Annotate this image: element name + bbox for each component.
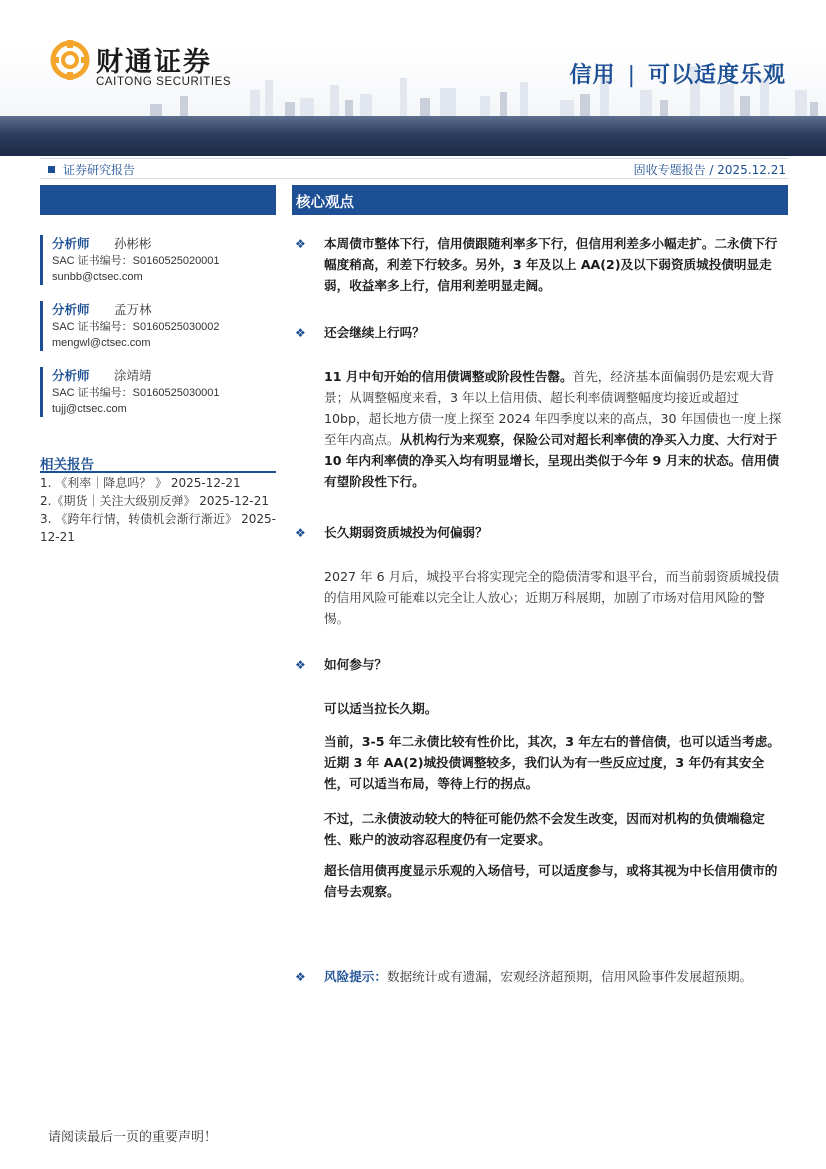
summary-paragraph bbox=[324, 233, 786, 296]
report-title bbox=[570, 58, 786, 89]
signal-paragraph bbox=[324, 860, 786, 902]
diamond-bullet-icon: ❖ bbox=[295, 237, 306, 251]
strategy-text: 当前，3-5 年二永债比较有性价比，其次，3 年左右的普信债，也可以适当考虑。近期 3 年 AA(2)城投债调整较多，我们认为有一些反应过度，3 年仍有其安全性，可以适当布局，等待上行的拐点。 bbox=[324, 734, 780, 791]
report-type-date: 固收专题报告 / 2025.12.21 bbox=[633, 163, 786, 177]
caitong-logo-icon bbox=[50, 38, 90, 82]
analyst-email: tujj@ctsec.com bbox=[52, 403, 127, 415]
question-heading: 还会继续上行吗？ bbox=[324, 325, 425, 340]
report-title-topic: 信用 bbox=[569, 63, 616, 88]
brand-name-cn: 财通证券 bbox=[96, 47, 212, 78]
related-report-link[interactable]: 3. 《跨年行情，转债机会渐行渐近》 2025-12-21 bbox=[40, 512, 276, 544]
caution-paragraph bbox=[324, 808, 786, 850]
diamond-bullet-icon: ❖ bbox=[295, 526, 306, 540]
risk-warning bbox=[324, 966, 786, 987]
analyst-cert: SAC 证书编号：S0160525030002 bbox=[52, 321, 220, 333]
analysis-bold-lead: 11 月中旬开始的信用债调整或阶段性告罄。 bbox=[324, 369, 573, 384]
diamond-bullet-icon: ❖ bbox=[295, 326, 306, 340]
analyst-email: sunbb@ctsec.com bbox=[52, 271, 143, 283]
analyst-card bbox=[40, 301, 276, 351]
analyst-role: 分析师 bbox=[52, 236, 90, 251]
core-view-title: 核心观点 bbox=[296, 195, 354, 211]
analyst-cert: SAC 证书编号：S0160525020001 bbox=[52, 255, 220, 267]
analyst-card bbox=[40, 367, 276, 417]
city-night-band bbox=[0, 116, 826, 156]
analysis-paragraph bbox=[324, 366, 786, 492]
diamond-bullet-icon: ❖ bbox=[295, 970, 306, 984]
related-reports-list bbox=[40, 474, 276, 546]
chengtou-paragraph: 2027 年 6 月后，城投平台将实现完全的隐债清零和退平台，而当前弱资质城投债的信用风险可能难以完全让人放心；近期万科展期，加剧了市场对信用风险的警惕。 bbox=[324, 569, 780, 626]
summary-text: 本周债市整体下行，信用债跟随利率多下行，但信用利差多小幅走扩。二永债下行幅度稍高，利差下行较多。另外，3 年及以上 AA(2)及以下弱资质城投债明显走弱，收益率多上行，信用利差明显走阔。 bbox=[324, 236, 778, 293]
page-header bbox=[0, 0, 826, 158]
brand-name-en: CAITONG SECURITIES bbox=[96, 76, 232, 88]
caution-text: 不过，二永债波动较大的特征可能仍然不会发生改变，因而对机构的负债端稳定性、账户的波动容忍程度仍有一定要求。 bbox=[324, 811, 765, 847]
question-heading: 如何参与？ bbox=[324, 657, 387, 672]
report-category bbox=[48, 161, 135, 178]
risk-text: 数据统计或有遗漏，宏观经济超预期，信用风险事件发展超预期。 bbox=[386, 969, 753, 984]
analyst-name: 孟万林 bbox=[114, 302, 152, 317]
strategy-paragraph bbox=[324, 731, 786, 794]
core-view-header-bar bbox=[292, 185, 788, 215]
analyst-card bbox=[40, 235, 276, 285]
analyst-role: 分析师 bbox=[52, 302, 90, 317]
related-reports-title: 相关报告 bbox=[40, 457, 94, 473]
sidebar-header-bar bbox=[40, 185, 276, 215]
related-report-link[interactable]: 1. 《利率｜降息吗？ 》 2025-12-21 bbox=[40, 476, 241, 490]
square-bullet-icon bbox=[48, 166, 55, 173]
diamond-bullet-icon: ❖ bbox=[295, 658, 306, 672]
analyst-name: 孙彬彬 bbox=[114, 236, 152, 251]
question-heading: 长久期弱资质城投为何偏弱？ bbox=[324, 525, 488, 540]
strategy-lead: 可以适当拉长久期。 bbox=[324, 701, 438, 716]
analyst-name: 涂靖靖 bbox=[114, 368, 152, 383]
related-reports-rule bbox=[40, 471, 276, 473]
report-title-separator: | bbox=[627, 63, 636, 88]
report-category-label: 证券研究报告 bbox=[63, 163, 136, 177]
report-title-headline: 可以适度乐观 bbox=[647, 63, 786, 88]
analysis-body: 首先，经济基本面偏弱仍是宏观大背景；从调整幅度来看，3 年以上信用债、超长利率债调整幅度均接近或超过 10bp，超长地方债一度上探至 2024 年四季度以来的高点，30 年国债也一度上探至年内高点。 bbox=[324, 369, 782, 447]
analyst-cert: SAC 证书编号：S0160525030001 bbox=[52, 387, 220, 399]
signal-text: 超长信用债再度显示乐观的入场信号，可以适度参与，或将其视为中长信用债市的信号去观察。 bbox=[324, 863, 778, 899]
analysis-bold-conclusion: 从机构行为来观察，保险公司对超长利率债的净买入力度、大行对于 10 年内利率债的净买入均有明显增长，呈现出类似于今年 9 月末的状态。信用债有望阶段性下行。 bbox=[324, 432, 780, 489]
subheader-rule bbox=[40, 178, 788, 179]
disclaimer-note: 请阅读最后一页的重要声明！ bbox=[48, 1130, 218, 1145]
header-rule bbox=[40, 158, 788, 159]
analyst-role: 分析师 bbox=[52, 368, 90, 383]
related-report-link[interactable]: 2.《期货｜关注大级别反弹》 2025-12-21 bbox=[40, 494, 270, 508]
analyst-email: mengwl@ctsec.com bbox=[52, 337, 151, 349]
risk-label: 风险提示： bbox=[324, 969, 387, 984]
